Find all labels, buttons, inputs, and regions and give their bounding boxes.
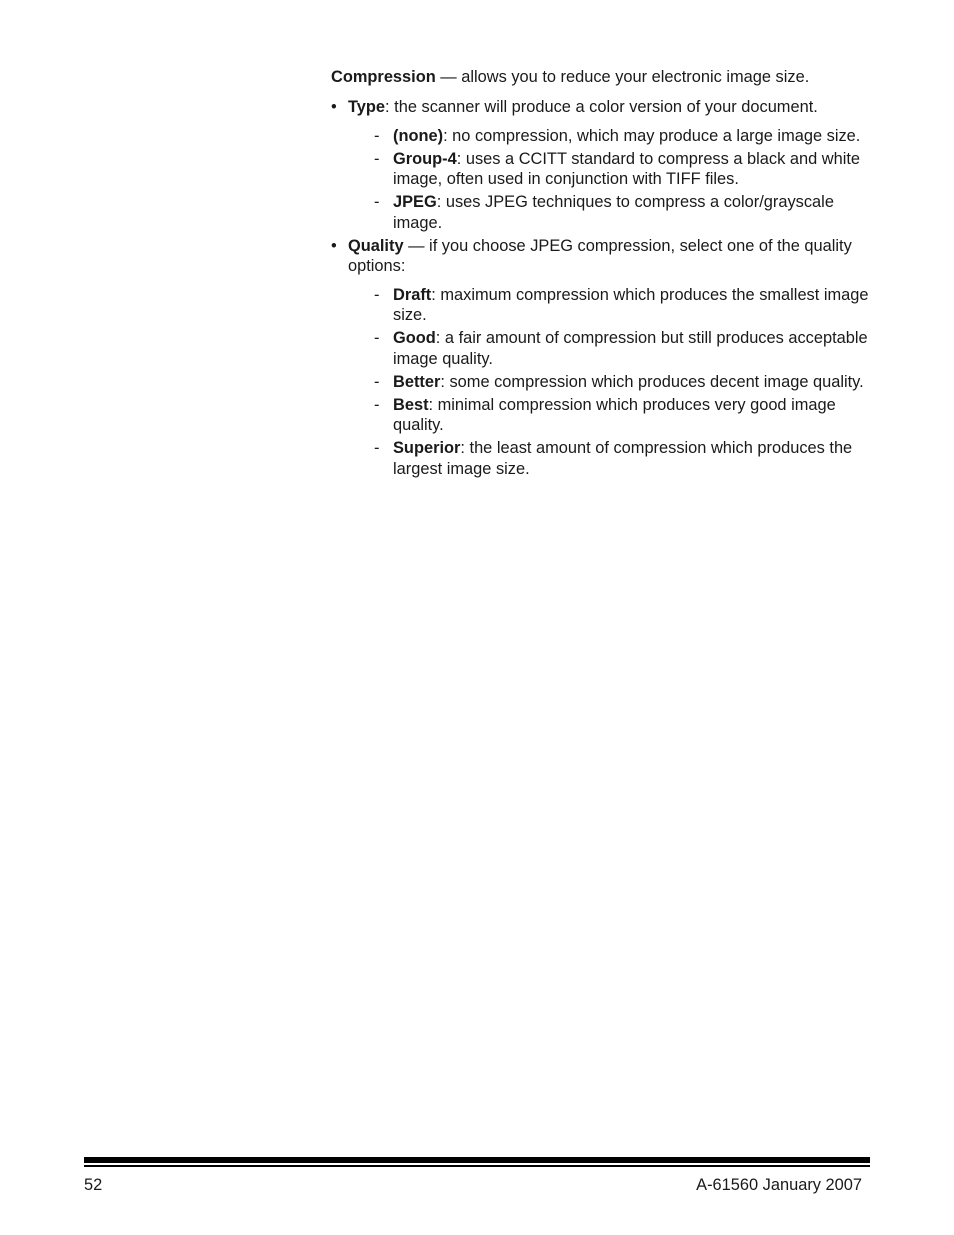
option-term: Draft [393, 285, 432, 304]
dash-icon: - [374, 439, 380, 457]
document-id: A-61560 January 2007 [696, 1176, 862, 1194]
option-term: Good [393, 329, 436, 347]
footer-rule-thick [84, 1157, 870, 1163]
quality-sublist [348, 285, 876, 480]
quality-term: Quality [348, 236, 404, 255]
option-term: Group-4 [393, 149, 457, 168]
option-term: Best [393, 395, 429, 414]
option-description: : minimal compression which produces very good image quality. [393, 395, 836, 434]
bullet-icon: • [331, 98, 337, 116]
dash-icon: - [374, 285, 380, 304]
list-item [348, 149, 876, 190]
option-description: : some compression which produces decent image quality. [440, 372, 864, 391]
quality-description: — if you choose JPEG compression, select one of the quality options: [348, 236, 852, 275]
dash-icon: - [374, 193, 380, 211]
option-term: (none) [393, 126, 444, 145]
option-term: Superior [393, 439, 461, 457]
footer-rule-thin [84, 1165, 870, 1167]
option-description: : no compression, which may produce a large image size. [443, 126, 861, 145]
compression-term: Compression [331, 68, 436, 86]
bullet-icon: • [331, 236, 337, 255]
type-bullet [331, 97, 876, 233]
option-description: : uses a CCITT standard to compress a black and white image, often used in conjunction with TIFF files. [393, 149, 861, 188]
list-item [348, 192, 876, 233]
compression-description: — allows you to reduce your electronic image size. [435, 68, 810, 86]
main-content [331, 67, 876, 482]
list-item [348, 328, 876, 369]
list-item [348, 438, 876, 479]
type-description: : the scanner will produce a color version of your document. [385, 98, 818, 116]
dash-icon: - [374, 149, 380, 168]
list-item [348, 372, 876, 393]
list-item [348, 126, 876, 147]
option-description: : maximum compression which produces the smallest image size. [393, 285, 869, 324]
dash-icon: - [374, 329, 380, 347]
option-term: JPEG [393, 193, 437, 211]
dash-icon: - [374, 372, 380, 391]
option-description: : a fair amount of compression but still produces acceptable image quality. [393, 329, 868, 368]
quality-bullet [331, 236, 876, 480]
type-term: Type [348, 98, 386, 116]
option-term: Better [393, 372, 441, 391]
page-number: 52 [84, 1176, 103, 1194]
dash-icon: - [374, 395, 380, 414]
list-item [348, 285, 876, 326]
option-description: : the least amount of compression which produces the largest image size. [393, 439, 853, 478]
type-sublist [348, 126, 876, 234]
compression-intro [331, 67, 876, 88]
list-item [348, 395, 876, 436]
option-description: : uses JPEG techniques to compress a color/grayscale image. [393, 193, 834, 232]
dash-icon: - [374, 126, 380, 145]
